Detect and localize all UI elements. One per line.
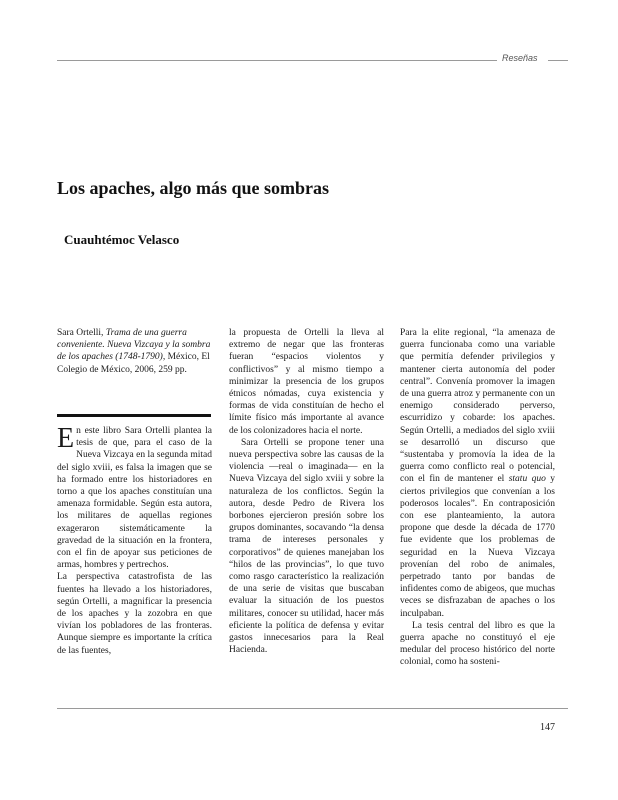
col3-paragraph-2: La tesis central del libro es que la guerra apache no constituyó el eje medular del proceso histórico del norte colonial, como ha sosteni-: [400, 620, 555, 668]
section-divider: [57, 414, 211, 417]
biblio-book-title: Trama de una guerra conveniente. Nueva Vizcaya y la sombra de los apaches (1748-1790): [57, 328, 211, 363]
drop-cap: E: [57, 423, 75, 454]
biblio-publisher: , México, El Colegio de México, 2006, 259 pp.: [57, 352, 210, 375]
section-label: Reseñas: [502, 53, 538, 63]
bibliographic-reference: [57, 327, 212, 376]
col2-paragraph-1: la propuesta de Ortelli la lleva al extremo de negar que las fronteras fueran “espacios violentos y conflictivos” y al mismo tiempo a minimizar la presencia de los grupos étnicos nómadas, cuya existencia y formas de vida constituían de hecho el límite físico más importante al avance de los colonizadores hacia el norte.: [229, 328, 384, 436]
column-1: [57, 425, 212, 657]
col2-paragraph-2: Sara Ortelli se propone tener una nueva perspectiva sobre las causas de la violencia —real o imaginada— en la Nueva Vizcaya del siglo xviii y sobre la naturaleza de los conflictos. Según la autora, desde Pedro de Rivera los borbones ejercieron presión sobre los grupos dominantes, socavando “la densa trama de intereses personales y corporativos” de quienes manejaban los “hilos de las provincias”, lo que tuvo como rasgo característico la realización de una serie de visitas que buscaban evaluar la situación de los puestos militares, conocer su utilidad, hacer más eficiente la política de defensa y evitar gastos innecesarios para la Real Hacienda.: [229, 437, 384, 656]
col1-paragraph-2: La perspectiva catastrofista de las fuentes ha llevado a los historiadores, según Ortelli, a magnificar la presencia de los apaches y la zozobra en que vivían los pobladores de las fronteras. Aunque siempre es importante la crítica de las fuentes,: [57, 572, 212, 656]
header-rule: [57, 60, 497, 61]
header-rule-right: [548, 60, 568, 61]
column-3: [400, 327, 555, 669]
biblio-author: Sara Ortelli,: [57, 328, 106, 338]
col1-paragraph-1: n este libro Sara Ortelli plantea la tesis de que, para el caso de la Nueva Vizcaya en la segunda mitad del siglo xviii, es falsa la imagen que se ha formado entre los historiadores en torno a que los apaches constituían una amenaza formidable. Según esta autora, los militares de aquellas regiones exageraron sistemáticamente la gravedad de la situación en la frontera, con el fin de apoyar sus peticiones de armas, hombres y pertrechos.: [57, 426, 212, 571]
footer-rule: [57, 708, 568, 709]
page-number: 147: [540, 722, 555, 733]
col3-paragraph-1: Para la elite regional, “la amenaza de guerra funcionaba como una variable que permitía defender privilegios y mantener cierta autonomía del poder central”. Convenía promover la imagen de una guerra atroz y permanente con un enemigo considerado perverso, escurridizo y cobarde: los apaches. Según Ortelli, a mediados del siglo xviii se desarrolló un discurso que “sustentaba y promovía la idea de la guerra como conflicto real o potencial, con el fin de mantener el: [400, 328, 555, 485]
article-title: Los apaches, algo más que sombras: [57, 178, 330, 198]
column-2: [229, 327, 384, 656]
col3-paragraph-1-end: y ciertos privilegios que convenían a los poderosos locales”. En contraposición con ese planteamiento, la autora propone que desde la década de 1770 fue evidente que los problemas de seguridad en la Nueva Vizcaya provenían del robo de animales, perpetrado tanto por bandas de infidentes como de abigeos, que muchas veces se disfrazaban de apaches o los inculpaban.: [400, 474, 556, 619]
col3-italic-term: statu quo: [508, 474, 546, 485]
article-author: Cuauhtémoc Velasco: [64, 232, 180, 247]
